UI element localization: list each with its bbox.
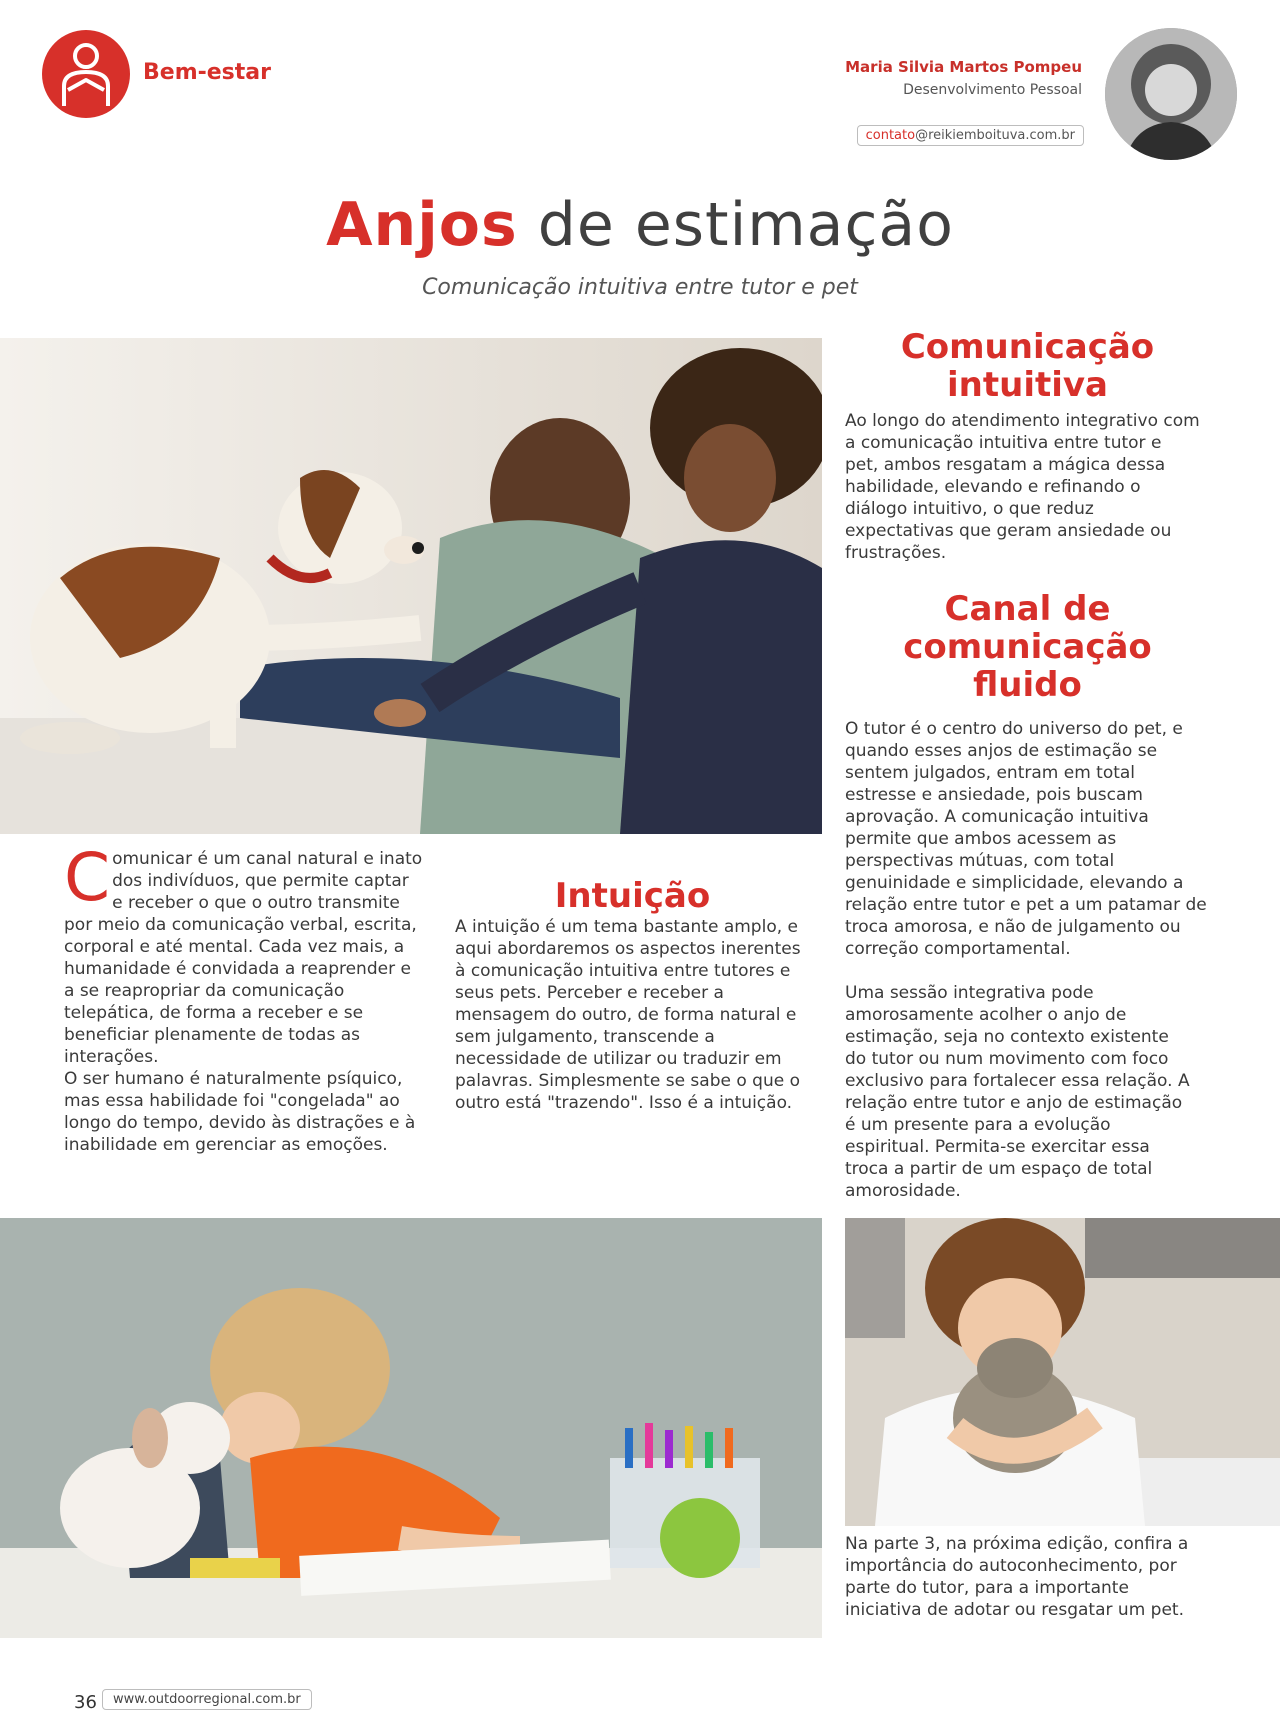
intuicao-text: A intuição é um tema bastante amplo, e aqui abordaremos os aspectos inerentes à comunicação intuitiva entre tutores e seus pets. Perceber e receber a mensagem do outro, de forma natural e sem julgamento, transcende a necessidade de utilizar ou traduzir em palavras. Simplesmente se sabe o que o outro está "trazendo". Isso é a intuição. [455, 917, 801, 1113]
canal-comunicacao-text-1: O tutor é o centro do universo do pet, e quando esses anjos de estimação se sentem julgados, entram em total estresse e ansiedade, pois buscam aprovação. A comunicação intuitiva permite que ambos acessem as perspectivas mútuas, com total genuinidade e simplicidade, elevando a relação entre tutor e pet a um patamar de troca amorosa, e não de julgamento ou correção comportamental. [845, 719, 1207, 959]
intro-text [64, 839, 424, 1156]
author-name: Maria Silvia Martos Pompeu [845, 58, 1082, 76]
meditation-person-icon [42, 30, 130, 118]
contact-prefix: contato [865, 128, 916, 143]
title-rest: de estimação [517, 190, 954, 260]
child-puppy-photo [0, 1218, 822, 1638]
intro-paragraph-1: omunicar é um canal natural e inato dos indivíduos, que permite captar e receber o que o outro transmite por meio da comunicação verbal, escrita, corporal e até mental. Cada vez mais, a humanidade é convidada a reaprender e a se reapropriar da comunicação telepática, de forma a receber e se beneficiar plenamente de todas as interações. [64, 849, 423, 1067]
canal-comunicacao-text-2: Uma sessão integrativa pode amorosamente acolher o anjo de estimação, seja no contexto existente do tutor ou num movimento com foco exclusivo para fortalecer essa relação. A relação entre tutor e anjo de estimação é um presente para a evolução espiritual. Permita-se exercitar essa troca a partir de um espaço de total amorosidade. [845, 983, 1190, 1201]
dog-family-photo [0, 338, 822, 834]
closing-text: Na parte 3, na próxima edição, confira a importância do autoconhecimento, por parte do tutor, para a importante iniciativa de adotar ou resgatar um pet. [845, 1534, 1189, 1620]
comunicacao-intuitiva-text: Ao longo do atendimento integrativo com a comunicação intuitiva entre tutor e pet, ambos resgatam a mágica dessa habilidade, elevando e refinando o diálogo intuitivo, o que reduz expectativas que geram ansiedade ou frustrações. [845, 411, 1200, 563]
canal-comunicacao-heading: Canal de comunicação fluido [903, 589, 1152, 705]
boy-cat-photo [845, 1218, 1280, 1526]
section-label: Bem-estar [143, 60, 271, 85]
page-title [0, 190, 1280, 260]
footer-url-link[interactable]: www.outdoorregional.com.br [102, 1689, 312, 1710]
author-photo [1105, 28, 1237, 160]
page-number: 36 [74, 1692, 97, 1713]
contact-suffix: @reikiemboituva.com.br [915, 128, 1075, 143]
drop-cap: C [64, 839, 111, 916]
intro-paragraph-2: O ser humano é naturalmente psíquico, mas essa habilidade foi "congelada" ao longo do tempo, devido às distrações e à inabilidade em gerenciar as emoções. [64, 1069, 416, 1155]
author-role: Desenvolvimento Pessoal [903, 82, 1082, 98]
intuicao-heading: Intuição [554, 876, 711, 916]
page-subtitle: Comunicação intuitiva entre tutor e pet [422, 275, 858, 300]
title-highlight: Anjos [326, 190, 518, 260]
author-contact-email[interactable] [857, 125, 1084, 146]
comunicacao-intuitiva-heading: Comunicação intuitiva [900, 327, 1155, 405]
